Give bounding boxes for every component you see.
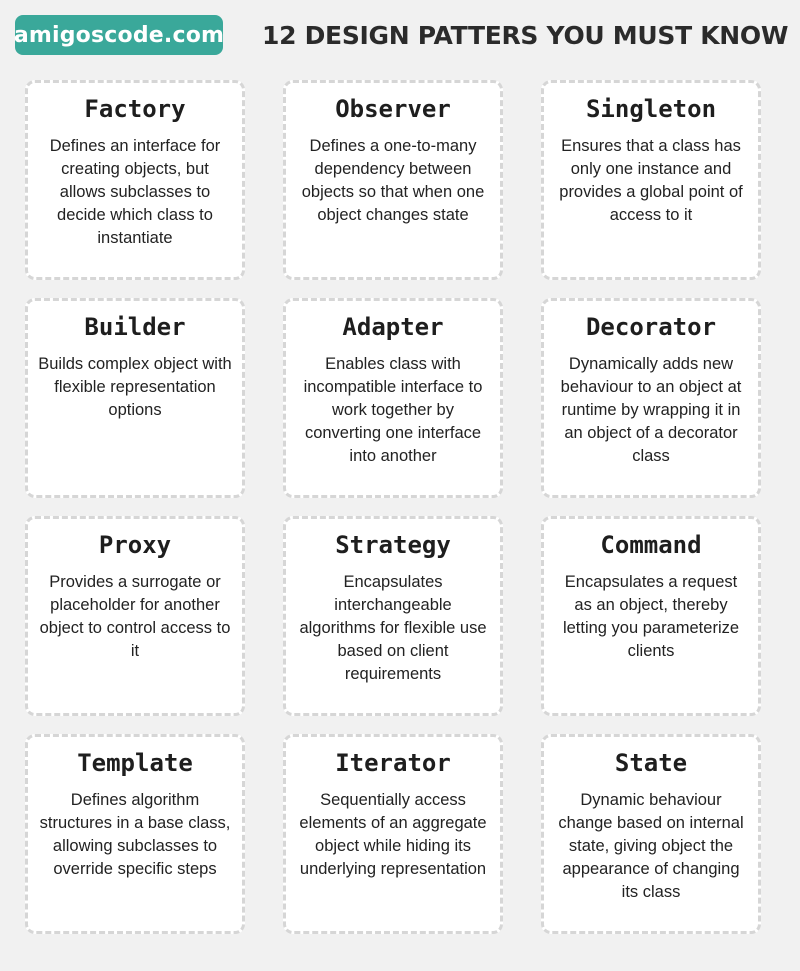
pattern-card-decorator [541, 298, 761, 498]
pattern-card-proxy [25, 516, 245, 716]
pattern-description: Dynamic behaviour change based on internal state, giving object the appearance of changing its class [558, 791, 744, 901]
pattern-description: Defines algorithm structures in a base class, allowing subclasses to override specific steps [39, 791, 231, 878]
pattern-title: Adapter [342, 313, 444, 341]
pattern-title: Template [77, 749, 193, 777]
pattern-card-factory [25, 80, 245, 280]
pattern-title: Strategy [335, 531, 451, 559]
pattern-description: Encapsulates a request as an object, thereby letting you parameterize clients [562, 573, 740, 660]
pattern-card-command [541, 516, 761, 716]
pattern-card-builder [25, 298, 245, 498]
pattern-title: Observer [335, 95, 451, 123]
pattern-title: Factory [84, 95, 186, 123]
pattern-description: Builds complex object with flexible representation options [38, 355, 232, 419]
pattern-description: Defines an interface for creating objects, but allows subclasses to decide which class to instantiate [49, 137, 221, 247]
pattern-title: Command [600, 531, 702, 559]
pattern-title: State [614, 749, 688, 777]
pattern-card-observer [283, 80, 503, 280]
pattern-title: Singleton [585, 95, 717, 123]
pattern-grid [25, 80, 761, 934]
pattern-card-singleton [541, 80, 761, 280]
pattern-description: Encapsulates interchangeable algorithms for flexible use based on client requirements [299, 573, 487, 683]
pattern-title: Iterator [335, 749, 451, 777]
brand-badge: amigoscode.com [15, 15, 223, 55]
pattern-description: Provides a surrogate or placeholder for another object to control access to it [39, 573, 231, 660]
pattern-card-template [25, 734, 245, 934]
pattern-description: Ensures that a class has only one instance and provides a global point of access to it [559, 137, 743, 224]
pattern-description: Dynamically adds new behaviour to an object at runtime by wrapping it in an object of a decorator class [560, 355, 742, 465]
pattern-description: Sequentially access elements of an aggregate object while hiding its underlying representation [299, 791, 487, 878]
pattern-card-iterator [283, 734, 503, 934]
page-title: 12 DESIGN PATTERS YOU MUST KNOW [262, 20, 789, 50]
pattern-card-state [541, 734, 761, 934]
pattern-card-strategy [283, 516, 503, 716]
pattern-card-adapter [283, 298, 503, 498]
pattern-description: Defines a one-to-many dependency between objects so that when one object changes state [301, 137, 485, 224]
pattern-title: Builder [84, 313, 186, 341]
pattern-title: Proxy [98, 531, 172, 559]
pattern-description: Enables class with incompatible interface to work together by converting one interface into another [303, 355, 483, 465]
pattern-title: Decorator [585, 313, 717, 341]
